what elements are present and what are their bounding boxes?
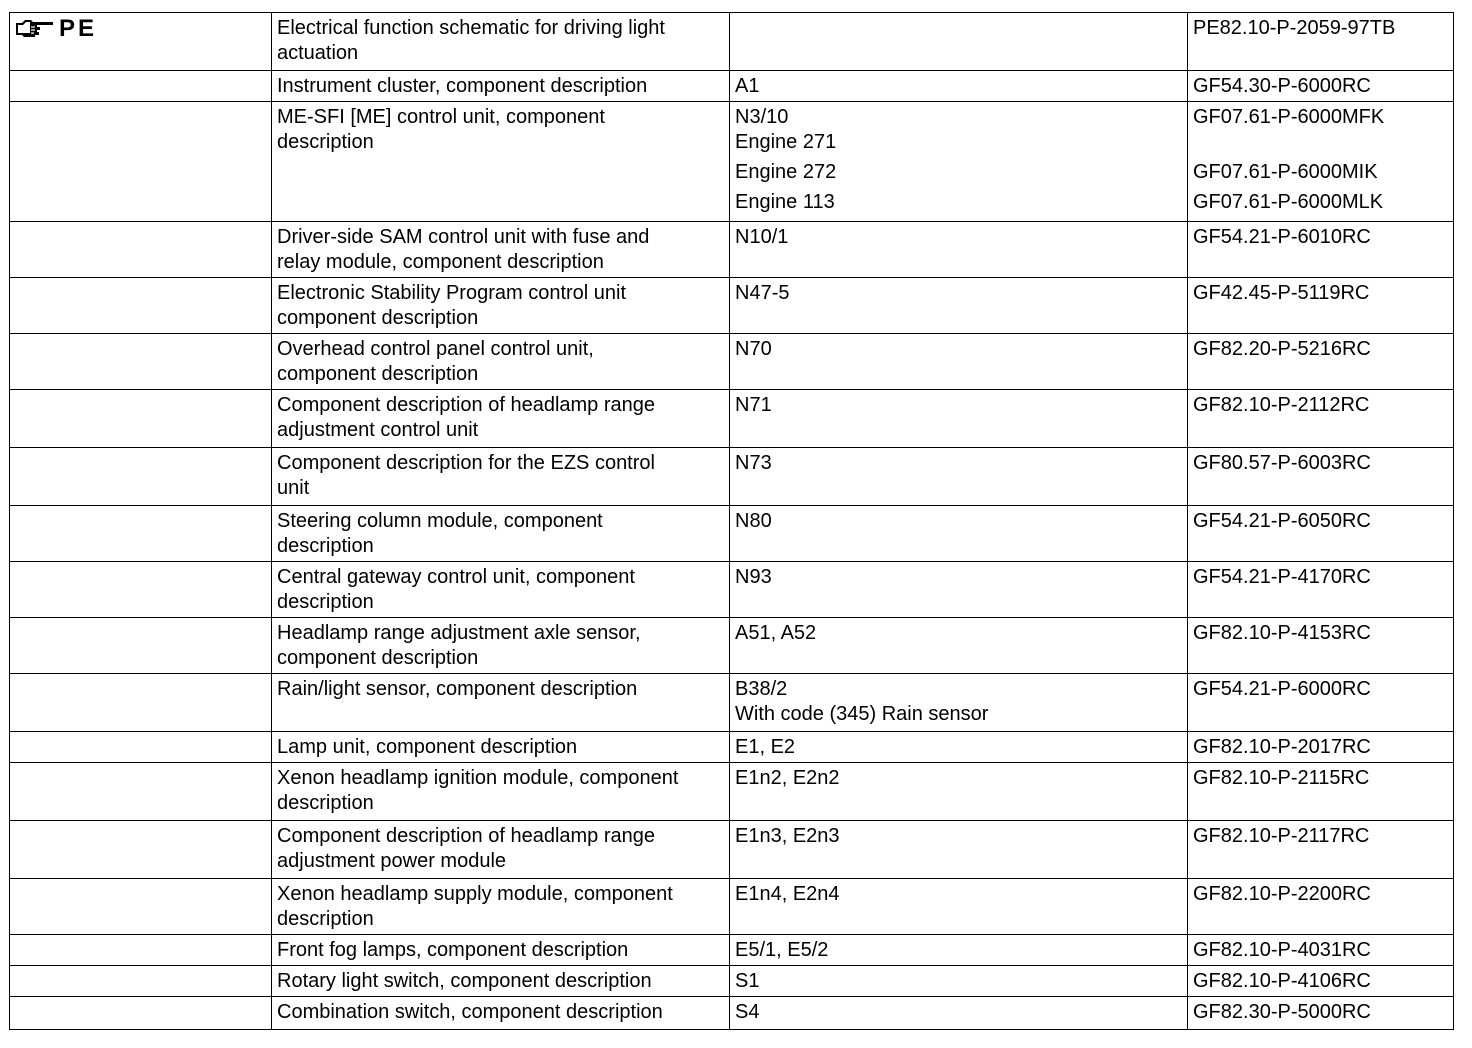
table-row <box>10 334 1454 390</box>
title-line: description <box>277 792 374 814</box>
marker-cell <box>10 13 272 71</box>
title-line: adjustment power module <box>277 850 507 872</box>
document-cell <box>1188 506 1454 562</box>
title-line: adjustment control unit <box>277 419 479 441</box>
reference-line: E1n2, E2n2 <box>735 767 840 789</box>
document-cell <box>1188 879 1454 935</box>
title-cell <box>272 966 730 997</box>
marker-cell <box>10 879 272 935</box>
reference-line: N70 <box>735 338 772 360</box>
document-number: GF54.21-P-6000RC <box>1193 678 1371 700</box>
title-cell <box>272 222 730 278</box>
reference-line: N10/1 <box>735 226 789 248</box>
document-cell <box>1188 102 1454 222</box>
title-cell <box>272 390 730 448</box>
marker-cell <box>10 618 272 674</box>
marker-cell <box>10 334 272 390</box>
table-row <box>10 935 1454 966</box>
component-reference-table <box>9 12 1454 1030</box>
title-line: Xenon headlamp ignition module, component <box>277 767 679 789</box>
table-row <box>10 278 1454 334</box>
document-cell <box>1188 997 1454 1030</box>
reference-cell <box>730 966 1188 997</box>
reference-cell <box>730 448 1188 506</box>
reference-line: With code (345) Rain sensor <box>735 703 989 725</box>
document-number: GF80.57-P-6003RC <box>1193 452 1371 474</box>
title-line: component description <box>277 647 479 669</box>
title-line: Rotary light switch, component description <box>277 970 652 992</box>
table-row <box>10 448 1454 506</box>
title-cell <box>272 935 730 966</box>
title-line: ME-SFI [ME] control unit, component <box>277 106 605 128</box>
title-cell <box>272 674 730 732</box>
marker-cell <box>10 390 272 448</box>
marker-cell <box>10 935 272 966</box>
title-line: Overhead control panel control unit, <box>277 338 594 360</box>
marker-cell <box>10 278 272 334</box>
document-cell <box>1188 13 1454 71</box>
reference-cell <box>730 102 1188 222</box>
table-row <box>10 821 1454 879</box>
title-line: Component description of headlamp range <box>277 825 656 847</box>
title-line: component description <box>277 363 479 385</box>
marker-cell <box>10 674 272 732</box>
document-number: GF82.10-P-2112RC <box>1193 394 1370 416</box>
table-row <box>10 102 1454 222</box>
document-number: GF07.61-P-6000MFK <box>1193 106 1385 128</box>
table-row <box>10 390 1454 448</box>
document-cell <box>1188 763 1454 821</box>
document-number <box>1193 130 1448 155</box>
reference-cell <box>730 732 1188 763</box>
document-number: GF54.21-P-6010RC <box>1193 226 1371 248</box>
reference-line: Engine 113 <box>735 191 835 213</box>
table-body <box>10 13 1454 1030</box>
title-cell <box>272 334 730 390</box>
document-cell <box>1188 821 1454 879</box>
document-cell <box>1188 390 1454 448</box>
title-cell <box>272 562 730 618</box>
reference-cell <box>730 674 1188 732</box>
table-row <box>10 222 1454 278</box>
document-cell <box>1188 334 1454 390</box>
title-line: Lamp unit, component description <box>277 736 578 758</box>
table-row <box>10 562 1454 618</box>
marker-cell <box>10 997 272 1030</box>
reference-cell <box>730 821 1188 879</box>
reference-cell <box>730 618 1188 674</box>
reference-line: E1n4, E2n4 <box>735 883 840 905</box>
reference-line <box>735 16 1182 41</box>
marker-cell <box>10 966 272 997</box>
title-line: Combination switch, component description <box>277 1001 663 1023</box>
reference-line: S1 <box>735 970 760 992</box>
reference-line: N47-5 <box>735 282 790 304</box>
marker-cell <box>10 821 272 879</box>
reference-line: N3/10 <box>735 106 789 128</box>
table-row <box>10 763 1454 821</box>
marker-cell <box>10 448 272 506</box>
reference-cell <box>730 506 1188 562</box>
document-cell <box>1188 935 1454 966</box>
document-cell <box>1188 618 1454 674</box>
document-cell <box>1188 674 1454 732</box>
marker-cell <box>10 732 272 763</box>
reference-cell <box>730 278 1188 334</box>
reference-cell <box>730 390 1188 448</box>
table-row <box>10 732 1454 763</box>
table-row <box>10 506 1454 562</box>
marker-cell <box>10 102 272 222</box>
document-number: GF82.20-P-5216RC <box>1193 338 1371 360</box>
reference-line: N73 <box>735 452 772 474</box>
title-line: Component description for the EZS control <box>277 452 655 474</box>
reference-line: Engine 271 <box>735 131 837 153</box>
reference-cell <box>730 997 1188 1030</box>
title-line: Central gateway control unit, component <box>277 566 635 588</box>
reference-cell <box>730 222 1188 278</box>
reference-line: Engine 272 <box>735 161 837 183</box>
reference-line: N80 <box>735 510 772 532</box>
marker-cell <box>10 763 272 821</box>
title-line: Electronic Stability Program control unit <box>277 282 627 304</box>
reference-cell <box>730 71 1188 102</box>
table-row <box>10 618 1454 674</box>
document-number: GF07.61-P-6000MLK <box>1193 191 1384 213</box>
document-cell <box>1188 222 1454 278</box>
title-line: description <box>277 591 374 613</box>
document-number: GF82.10-P-2117RC <box>1193 825 1370 847</box>
marker-cell <box>10 71 272 102</box>
reference-cell <box>730 879 1188 935</box>
document-number: GF82.10-P-4106RC <box>1193 970 1371 992</box>
document-number: GF82.30-P-5000RC <box>1193 1001 1371 1023</box>
table-row <box>10 997 1454 1030</box>
document-number: GF42.45-P-5119RC <box>1193 282 1370 304</box>
reference-line: A1 <box>735 75 760 97</box>
table-row <box>10 13 1454 71</box>
title-cell <box>272 763 730 821</box>
title-line: description <box>277 908 374 930</box>
title-line: Headlamp range adjustment axle sensor, <box>277 622 641 644</box>
document-cell <box>1188 966 1454 997</box>
title-line: Front fog lamps, component description <box>277 939 629 961</box>
reference-line: N71 <box>735 394 772 416</box>
marker-cell <box>10 222 272 278</box>
document-number: GF54.21-P-4170RC <box>1193 566 1371 588</box>
document-cell <box>1188 71 1454 102</box>
document-number: GF82.10-P-2200RC <box>1193 883 1371 905</box>
reference-line: N93 <box>735 566 772 588</box>
table-row <box>10 879 1454 935</box>
title-line: Instrument cluster, component description <box>277 75 648 97</box>
reference-cell <box>730 334 1188 390</box>
reference-cell <box>730 562 1188 618</box>
document-cell <box>1188 278 1454 334</box>
title-cell <box>272 618 730 674</box>
title-line: Steering column module, component <box>277 510 603 532</box>
reference-line: E5/1, E5/2 <box>735 939 829 961</box>
reference-line: B38/2 <box>735 678 788 700</box>
title-line: description <box>277 535 374 557</box>
reference-line: E1n3, E2n3 <box>735 825 840 847</box>
title-cell <box>272 278 730 334</box>
title-cell <box>272 821 730 879</box>
reference-cell <box>730 935 1188 966</box>
title-line: unit <box>277 477 310 499</box>
title-line: Xenon headlamp supply module, component <box>277 883 673 905</box>
document-number: GF82.10-P-4031RC <box>1193 939 1371 961</box>
title-line: relay module, component description <box>277 251 604 273</box>
reference-line: S4 <box>735 1001 760 1023</box>
document-number: PE82.10-P-2059-97TB <box>1193 17 1396 39</box>
document-cell <box>1188 448 1454 506</box>
table-row <box>10 674 1454 732</box>
title-line: Rain/light sensor, component description <box>277 678 638 700</box>
title-line: description <box>277 131 374 153</box>
title-cell <box>272 879 730 935</box>
marker-cell <box>10 506 272 562</box>
title-cell <box>272 71 730 102</box>
title-cell <box>272 102 730 222</box>
table-row <box>10 966 1454 997</box>
title-line: Electrical function schematic for driving light <box>277 17 665 39</box>
document-cell <box>1188 732 1454 763</box>
document-number: GF82.10-P-4153RC <box>1193 622 1371 644</box>
document-number: GF82.10-P-2017RC <box>1193 736 1371 758</box>
title-line: component description <box>277 307 479 329</box>
title-cell <box>272 506 730 562</box>
title-cell <box>272 732 730 763</box>
document-number: GF82.10-P-2115RC <box>1193 767 1370 789</box>
title-cell <box>272 13 730 71</box>
title-line: Driver-side SAM control unit with fuse and <box>277 226 650 248</box>
document-number: GF54.21-P-6050RC <box>1193 510 1371 532</box>
document-number: GF54.30-P-6000RC <box>1193 75 1371 97</box>
title-line: actuation <box>277 42 359 64</box>
document-number: GF07.61-P-6000MIK <box>1193 161 1378 183</box>
table-row <box>10 71 1454 102</box>
reference-cell <box>730 763 1188 821</box>
pointing-hand-icon <box>15 18 55 40</box>
title-cell <box>272 448 730 506</box>
reference-line: E1, E2 <box>735 736 796 758</box>
reference-cell <box>730 13 1188 71</box>
pe-label: PE <box>59 15 98 42</box>
marker-cell <box>10 562 272 618</box>
pe-marker <box>15 16 266 41</box>
title-cell <box>272 997 730 1030</box>
document-cell <box>1188 562 1454 618</box>
title-line: Component description of headlamp range <box>277 394 656 416</box>
reference-line: A51, A52 <box>735 622 817 644</box>
